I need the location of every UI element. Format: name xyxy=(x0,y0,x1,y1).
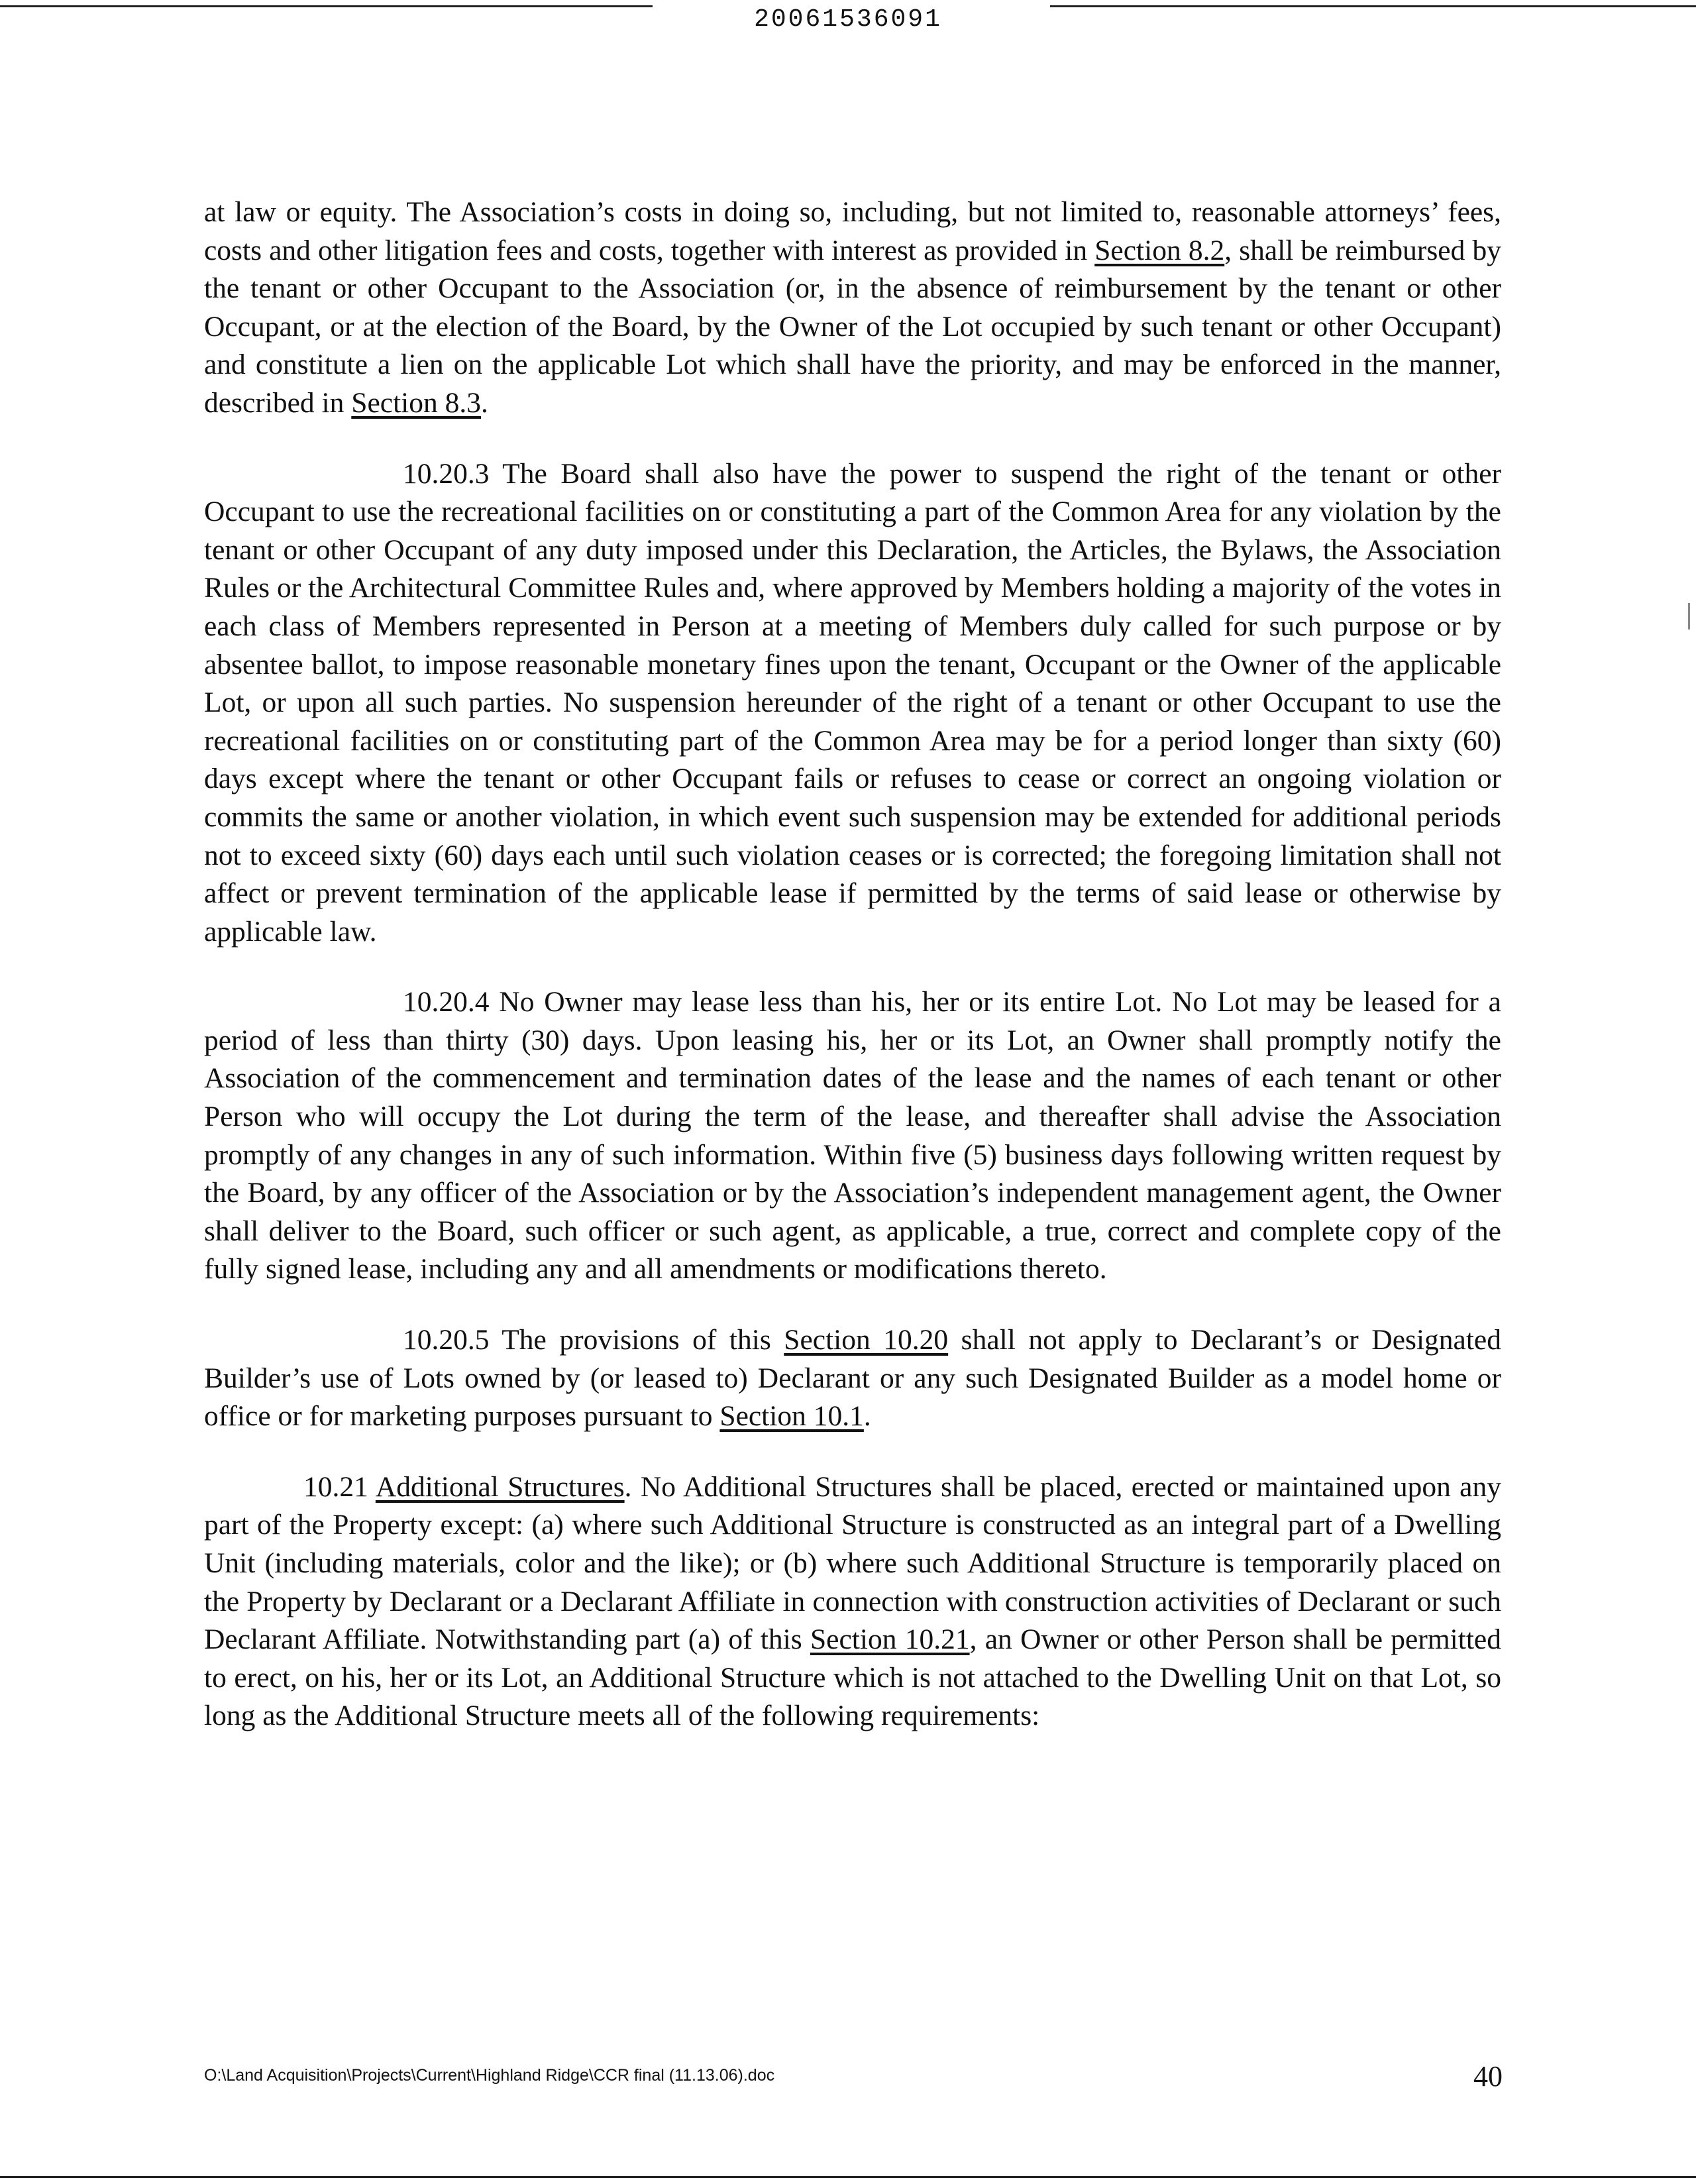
section-number: 10.21 xyxy=(303,1470,376,1503)
paragraph-10-20-5 xyxy=(204,1321,1501,1436)
paragraph-text: . xyxy=(863,1400,871,1433)
bottom-rule xyxy=(0,2176,1696,2178)
body-text xyxy=(204,193,1501,1768)
paragraph-text: 10.20.5 The provisions of this xyxy=(403,1324,784,1356)
section-reference: Section 10.1 xyxy=(719,1400,864,1433)
paragraph-text: , an Owner or other Person shall be permitted to erect, on his, her or its Lot, an Additional Structure which is not attached to the Dwelling Unit on that Lot, so long as the Additional Structure meets all of the following requirements: xyxy=(204,1623,1501,1732)
paragraph-10-20-4: 10.20.4 No Owner may lease less than his, her or its entire Lot. No Lot may be leased for a period of less than thirty (30) days. Upon leasing his, her or its Lot, an Owner shall promptly notify the Association of the commencement and termination dates of the lease and the names of each tenant or other Person who will occupy the Lot during the term of the lease, and thereafter shall advise the Association promptly of any changes in any of such information. Within five (5) business days following written request by the Board, by any officer of the Association or by the Association’s independent management agent, the Owner shall deliver to the Board, such officer or such agent, as applicable, a true, correct and complete copy of the fully signed lease, including any and all amendments or modifications thereto. xyxy=(204,986,1501,1285)
paragraph-text: . xyxy=(481,386,488,419)
section-heading: Additional Structures xyxy=(375,1470,625,1503)
scan-edge-mark xyxy=(1688,603,1690,629)
paragraph-text: , shall be reimbursed by the tenant or other Occupant to the Association (or, in the absence of reimbursement by the tenant or other Occupant, or at the election of the Board, by the Owner of the Lot occupied by such tenant or other Occupant) and constitute a lien on the applicable Lot which shall have the priority, and may be enforced in the manner, described in xyxy=(204,234,1501,419)
paragraph-continuation xyxy=(204,193,1501,423)
paragraph-10-21 xyxy=(204,1468,1501,1735)
paragraph-text: at law or equity. The Association’s costs in doing so, including, but not limited to, reasonable attorneys’ fees, costs and other litigation fees and costs, together with interest as provided in xyxy=(204,196,1501,266)
section-reference: Section 8.2 xyxy=(1094,234,1225,266)
section-reference: Section 10.20 xyxy=(784,1324,949,1356)
paragraph-text: shall not apply to Declarant’s or Designated Builder’s use of Lots owned by (or leased to) Declarant or any such Designated Builder as a model home or office or for marketing purposes pursuant to xyxy=(204,1324,1501,1433)
paragraph-text: . No Additional Structures shall be placed, erected or maintained upon any part of the Property except: (a) where such Additional Structure is constructed as an integral part of a Dwelling Unit (including materials, color and the like); or (b) where such Additional Structure is temporarily placed on the Property by Declarant or a Declarant Affiliate in connection with construction activities of Declarant or such Declarant Affiliate. Notwithstanding part (a) of this xyxy=(204,1470,1501,1656)
section-reference: Section 10.21 xyxy=(810,1623,970,1656)
section-reference: Section 8.3 xyxy=(351,386,481,419)
paragraph-10-20-3: 10.20.3 The Board shall also have the power to suspend the right of the tenant or other Occupant to use the recreational facilities on or constituting a part of the Common Area for any violation by the tenant or other Occupant of any duty imposed under this Declaration, the Articles, the Bylaws, the Association Rules or the Architectural Committee Rules and, where approved by Members holding a majority of the votes in each class of Members represented in Person at a meeting of Members duly called for such purpose or by absentee ballot, to impose reasonable monetary fines upon the tenant, Occupant or the Owner of the applicable Lot, or upon all such parties. No suspension hereunder of the right of a tenant or other Occupant to use the recreational facilities on or constituting part of the Common Area may be for a period longer than sixty (60) days except where the tenant or other Occupant fails or refuses to cease or correct an ongoing violation or commits the same or another violation, in which event such suspension may be extended for additional periods not to exceed sixty (60) days each until such violation ceases or is corrected; the foregoing limitation shall not affect or prevent termination of the applicable lease if permitted by the terms of said lease or otherwise by applicable law. xyxy=(204,457,1501,948)
recording-number: 20061536091 xyxy=(754,5,942,34)
footer-file-path: O:\Land Acquisition\Projects\Current\Highland Ridge\CCR final (11.13.06).doc xyxy=(204,2066,775,2085)
page-number: 40 xyxy=(1473,2060,1503,2093)
